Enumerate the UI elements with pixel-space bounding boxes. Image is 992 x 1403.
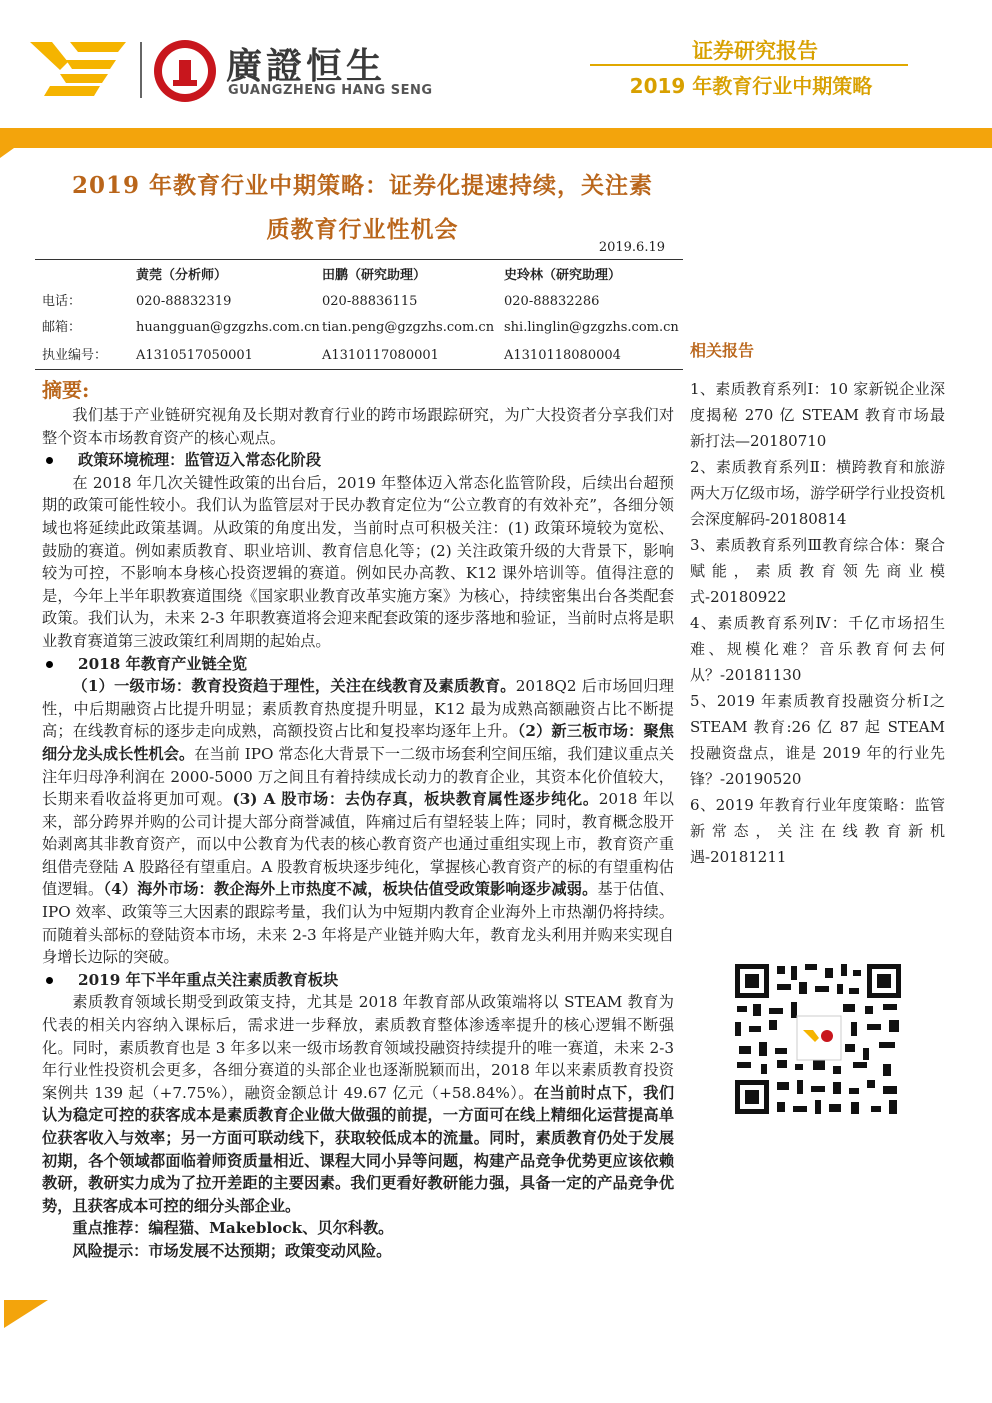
header-band: [0, 128, 992, 148]
report-title: [40, 164, 685, 252]
industry-chain-paragraph: [42, 675, 674, 969]
analyst-phone: 020-88836115: [322, 294, 418, 309]
recommendation: 重点推荐：编程猫、Makeblock、贝尔科教。: [72, 1219, 394, 1238]
header-band-corner: [0, 148, 14, 158]
report-subtitle: 2019 年教育行业中期策略: [629, 74, 873, 98]
quality-education-text: 素质教育领域长期受到政策支持，尤其是 2018 年教育部从政策端将以 STEAM 教育为代表的相关内容纳入课标后，需求进一步释放，素质教育整体渗透率提升的核心逻辑不断强化。同时，素质教育也是 3 年多以来一级市场教育领域投融资持续提升的唯一赛道，未来 2-3 年行业性投资机会更多，各细分赛道的头部企业也逐渐脱颖而出，2018 年以来素质教育投资案例共 139 起（+7.75%），融资金额总计 49.67 亿元（+58.84%）。: [42, 993, 674, 1102]
footer-corner-mark: [4, 1300, 48, 1328]
related-report-item[interactable]: 3、素质教育系列Ⅲ教育综合体：聚合赋能，素质教育领先商业模式-20180922: [690, 536, 945, 606]
header-divider: [590, 64, 908, 66]
related-report-item[interactable]: 6、2019 年教育行业年度策略：监管新常态，关注在线教育新机遇-20181211: [690, 796, 945, 866]
table-rule: [35, 369, 683, 370]
brand-seal-icon: [154, 40, 216, 102]
brand-logo-mark: [30, 40, 126, 98]
analyst-name: 黄莞（分析师）: [136, 268, 228, 283]
analyst-license: A1310117080001: [322, 348, 439, 363]
analyst-email[interactable]: shi.linglin@gzgzhs.com.cn: [504, 320, 679, 335]
email-label: 邮箱：: [42, 320, 82, 335]
related-reports-heading: 相关报告: [690, 341, 755, 360]
risk-warning: 风险提示：市场发展不达预期；政策变动风险。: [72, 1241, 392, 1260]
report-date: 2019.6.19: [598, 240, 665, 255]
neeq-text: 在当前 IPO 常态化大背景下一二级市场套利空间压缩，我们建议重点关注年归母净利润在 2000-5000 万之间且有着持续成长动力的教育企业，其资本化价值较大，长期来看收益将更加可观。: [42, 744, 675, 809]
analyst-name: 史玲林（研究助理）: [504, 268, 622, 283]
report-type: 证券研究报告: [692, 39, 818, 63]
bullet-title: 2019 年下半年重点关注素质教育板块: [78, 970, 339, 989]
primary-market-text: 2018Q2 后市场回归理性，中后期融资占比提升明显；素质教育热度提升明显，K12 最为成熟高额融资占比不断提高；在线教育标的逐步走向成熟，高额投资占比和复投率均逐年上升。: [42, 677, 674, 741]
a-share-text: 2018 年以来，部分跨界并购的公司计提大部分商誉减值，阵痛过后有望轻装上阵；同时，教育概念股开始剥离其非教育资产，而以中公教育为代表的核心教育资产也通过重组实现上市，教育资产重组借壳登陆 A 股路径有望重启。A 股教育板块逐步纯化，掌握核心教育资产的标的有望重构估值逻辑。: [42, 790, 674, 899]
brand-name-en: GUANGZHENG HANG SENG: [228, 83, 433, 98]
related-reports-list: [690, 376, 945, 870]
bullet-title: 政策环境梳理：监管迈入常态化阶段: [78, 451, 321, 470]
summary-intro: 我们基于产业链研究视角及长期对教育行业的跨市场跟踪研究，为广大投资者分享我们对整个资本市场教育资产的核心观点。: [42, 406, 674, 447]
title-rule: [35, 259, 683, 260]
title-line-2: 质教育行业性机会: [266, 216, 459, 243]
bullet-title: 2018 年教育产业链全览: [78, 654, 248, 673]
bullet-industry-chain: [42, 653, 674, 676]
overseas-text: 基于估值、IPO 效率、政策等三大因素的跟踪考量，我们认为中短期内教育企业海外上市热潮仍将持续。而随着头部标的登陆资本市场，未来 2-3 年将是产业链并购大年，教育龙头利用并购来实现自身增长边际的突破。: [42, 880, 675, 967]
bullet-quality-education: [42, 969, 674, 992]
qr-code-icon[interactable]: [733, 962, 903, 1116]
analyst-email[interactable]: huangguan@gzgzhs.com.cn: [136, 320, 320, 335]
bullet-icon: [46, 457, 53, 464]
analyst-license: A1310118080004: [504, 348, 621, 363]
bullet-icon: [46, 977, 53, 984]
license-label: 执业编号：: [42, 348, 108, 363]
related-report-item[interactable]: 5、2019 年素质教育投融资分析Ⅰ之 STEAM 教育:26 亿 87 起 STEAM 投融资盘点，谁是 2019 年的行业先锋？-20190520: [690, 692, 945, 788]
overseas-heading: （4）海外市场：教企海外上市热度不减，板块估值受政策影响逐步减弱。: [103, 880, 598, 899]
summary-heading: 摘要:: [42, 378, 90, 402]
brand-name-cn: 廣證恒生: [226, 46, 387, 87]
bullet-icon: [46, 661, 53, 668]
analyst-license: A1310517050001: [136, 348, 253, 363]
bullet-policy: [42, 449, 674, 472]
quality-education-paragraph: [42, 991, 674, 1217]
analyst-phone: 020-88832319: [136, 294, 232, 309]
a-share-heading: (3) A 股市场：去伪存真，板块教育属性逐步纯化。: [232, 790, 599, 809]
logo-divider: [140, 42, 142, 98]
title-line-1: 2019 年教育行业中期策略：证券化提速持续，关注素: [71, 172, 654, 199]
quality-education-view: 在当前时点下，我们认为稳定可控的获客成本是素质教育企业做大做强的前提，一方面可在线上精细化运营提高单位获客收入与效率；另一方面可联动线下，获取较低成本的流量。同时，素质教育仍处于发展初期，各个领域都面临着师资质量相近、课程大同小异等问题，构建产品竞争优势更应该依赖教研，教研实力成为了拉开差距的主要因素。我们更看好教研能力强，具备一定的产品竞争优势，且获客成本可控的细分头部企业。: [42, 1083, 674, 1215]
phone-label: 电话：: [42, 294, 82, 309]
analyst-email[interactable]: tian.peng@gzgzhs.com.cn: [322, 320, 495, 335]
primary-market-heading: （1）一级市场：教育投资趋于理性，关注在线教育及素质教育。: [72, 677, 516, 696]
related-report-item[interactable]: 1、素质教育系列Ⅰ：10 家新锐企业深度揭秘 270 亿 STEAM 教育市场最新打法—20180710: [690, 380, 945, 450]
analyst-name: 田鹏（研究助理）: [322, 268, 427, 283]
related-report-item[interactable]: 4、素质教育系列Ⅳ：千亿市场招生难、规模化难？音乐教育何去何从？-20181130: [690, 614, 945, 684]
policy-paragraph: 在 2018 年几次关键性政策的出台后，2019 年整体迈入常态化监管阶段，后续出台超预期的政策可能性较小。我们认为监管层对于民办教育定位为“公立教育的有效补充”，各细分领域也将延续此政策基调。从政策的角度出发，当前时点可积极关注：(1) 政策环境较为宽松、鼓励的赛道。例如素质教育、职业培训、教育信息化等；(2) 关注政策升级的大背景下，影响较为可控，不影响本身核心投资逻辑的赛道。例如民办高教、K12 课外培训等。值得注意的是，今年上半年职教赛道围绕《国家职业教育改革实施方案》为核心，持续密集出台各类配套政策。我们认为，未来 2-3 年职教赛道将会迎来配套政策的逐步落地和验证，当前时点将是职业教育赛道第三波政策红利周期的起始点。: [42, 473, 674, 650]
neeq-heading: （2）新三板市场：聚焦细分龙头成长性机会。: [42, 722, 674, 763]
summary-body: [42, 404, 674, 1263]
related-report-item[interactable]: 2、素质教育系列Ⅱ：横跨教育和旅游两大万亿级市场，游学研学行业投资机会深度解码-20180814: [690, 458, 946, 528]
analyst-phone: 020-88832286: [504, 294, 600, 309]
